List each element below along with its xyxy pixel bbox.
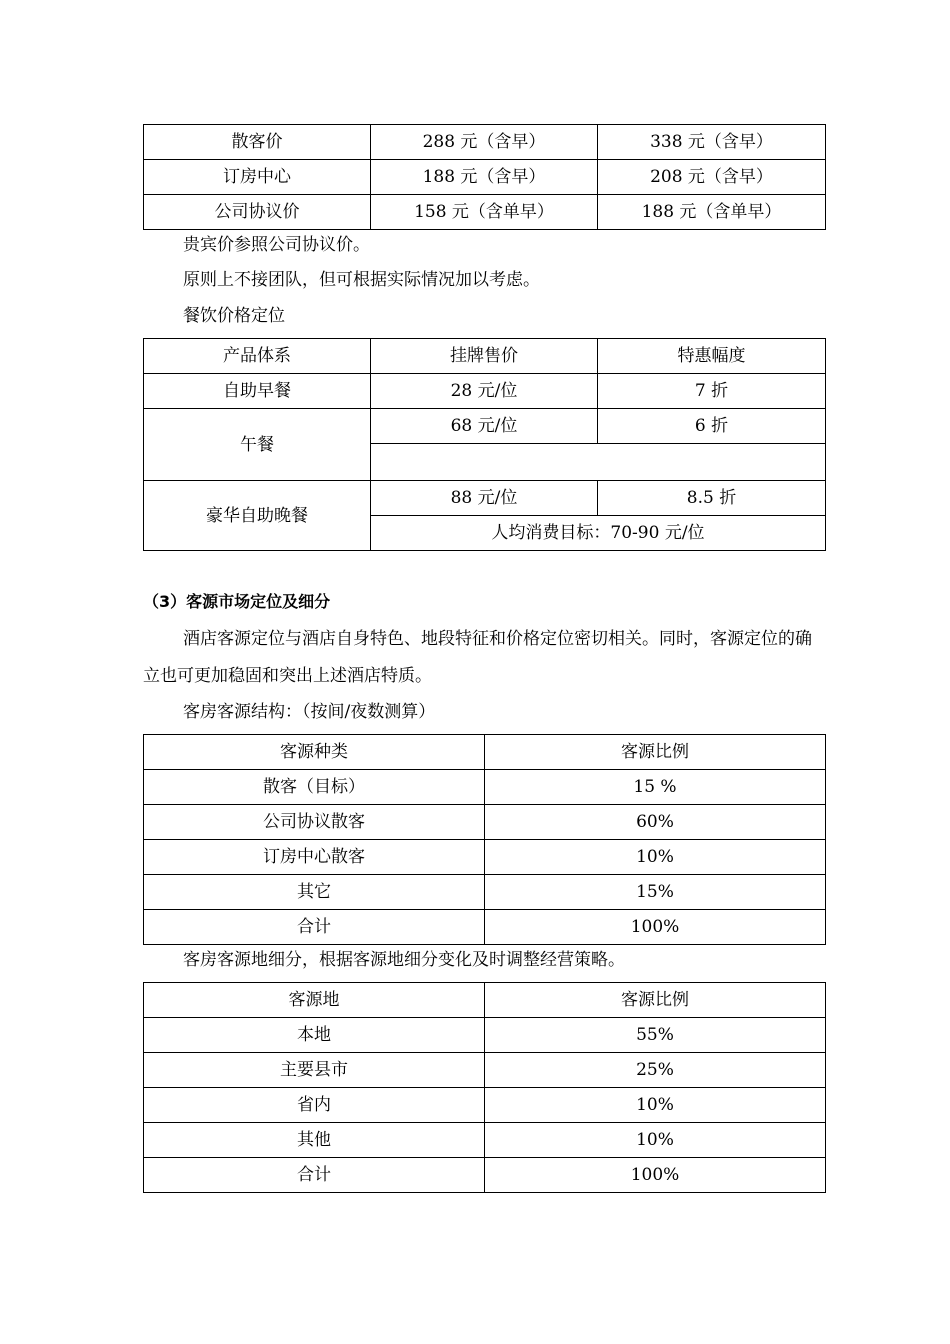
table-row [144, 770, 826, 805]
table-cell: 公司协议价 [144, 195, 371, 230]
table-cell: 订房中心 [144, 160, 371, 195]
table-header-cell: 产品体系 [144, 339, 371, 374]
table-cell: 10% [485, 1123, 826, 1158]
table-row [144, 1053, 826, 1088]
table-row [144, 910, 826, 945]
table-cell: 省内 [144, 1088, 485, 1123]
table-cell: 10% [485, 1088, 826, 1123]
table-row [144, 409, 826, 444]
table-cell: 15% [485, 875, 826, 910]
table-cell: 288 元（含早） [371, 125, 598, 160]
table-header-cell: 客源比例 [485, 983, 826, 1018]
table-cell: 7 折 [598, 374, 826, 409]
table-cell: 6 折 [598, 409, 826, 444]
source-structure-label: 客房客源结构：（按间/夜数测算） [183, 702, 436, 722]
source-region-label: 客房客源地细分，根据客源地细分变化及时调整经营策略。 [183, 950, 625, 970]
section-heading: （3）客源市场定位及细分 [143, 592, 331, 611]
dining-price-heading: 餐饮价格定位 [183, 306, 285, 326]
table-header-cell: 特惠幅度 [598, 339, 826, 374]
table-cell: 订房中心散客 [144, 840, 485, 875]
table-cell: 10% [485, 840, 826, 875]
table-cell: 68 元/位 [371, 409, 598, 444]
table-cell: 主要县市 [144, 1053, 485, 1088]
table-row [144, 481, 826, 516]
table-cell: 188 元（含早） [371, 160, 598, 195]
table-cell: 100% [485, 910, 826, 945]
table-header-cell: 客源种类 [144, 735, 485, 770]
room-price-table [143, 124, 826, 230]
table-cell: 其它 [144, 875, 485, 910]
table-cell: 188 元（含单早） [598, 195, 826, 230]
vip-price-note: 贵宾价参照公司协议价。 [183, 235, 370, 255]
dining-price-table [143, 338, 826, 551]
group-policy-note: 原则上不接团队，但可根据实际情况加以考虑。 [183, 270, 540, 290]
table-row [144, 805, 826, 840]
table-row [144, 1158, 826, 1193]
table-cell: 人均消费目标：70-90 元/位 [371, 516, 826, 551]
section-paragraph: 酒店客源定位与酒店自身特色、地段特征和价格定位密切相关。同时，客源定位的确立也可更加稳固和突出上述酒店特质。 [143, 629, 812, 686]
table-cell: 豪华自助晚餐 [144, 481, 371, 551]
table-row [144, 875, 826, 910]
table-cell: 338 元（含早） [598, 125, 826, 160]
table-cell: 散客价 [144, 125, 371, 160]
table-header-row [144, 339, 826, 374]
table-header-row [144, 735, 826, 770]
table-cell: 60% [485, 805, 826, 840]
table-row [144, 195, 826, 230]
table-cell: 88 元/位 [371, 481, 598, 516]
table-header-cell: 挂牌售价 [371, 339, 598, 374]
table-cell: 散客（目标） [144, 770, 485, 805]
table-cell: 午餐 [144, 409, 371, 481]
source-region-table [143, 982, 826, 1193]
table-header-row [144, 983, 826, 1018]
table-cell: 55% [485, 1018, 826, 1053]
table-cell: 合计 [144, 910, 485, 945]
table-row [144, 1018, 826, 1053]
table-row [144, 160, 826, 195]
table-row [144, 1088, 826, 1123]
source-structure-table [143, 734, 826, 945]
table-row [144, 1123, 826, 1158]
table-cell: 其他 [144, 1123, 485, 1158]
table-header-cell: 客源地 [144, 983, 485, 1018]
table-cell: 8.5 折 [598, 481, 826, 516]
table-row [144, 374, 826, 409]
table-cell: 208 元（含早） [598, 160, 826, 195]
table-cell: 15 % [485, 770, 826, 805]
table-row [144, 840, 826, 875]
table-cell: 158 元（含单早） [371, 195, 598, 230]
table-cell: 28 元/位 [371, 374, 598, 409]
table-row [144, 125, 826, 160]
table-cell: 25% [485, 1053, 826, 1088]
table-cell: 本地 [144, 1018, 485, 1053]
table-cell-empty [371, 444, 826, 481]
table-cell: 合计 [144, 1158, 485, 1193]
table-header-cell: 客源比例 [485, 735, 826, 770]
table-cell: 公司协议散客 [144, 805, 485, 840]
table-cell: 自助早餐 [144, 374, 371, 409]
table-cell: 100% [485, 1158, 826, 1193]
